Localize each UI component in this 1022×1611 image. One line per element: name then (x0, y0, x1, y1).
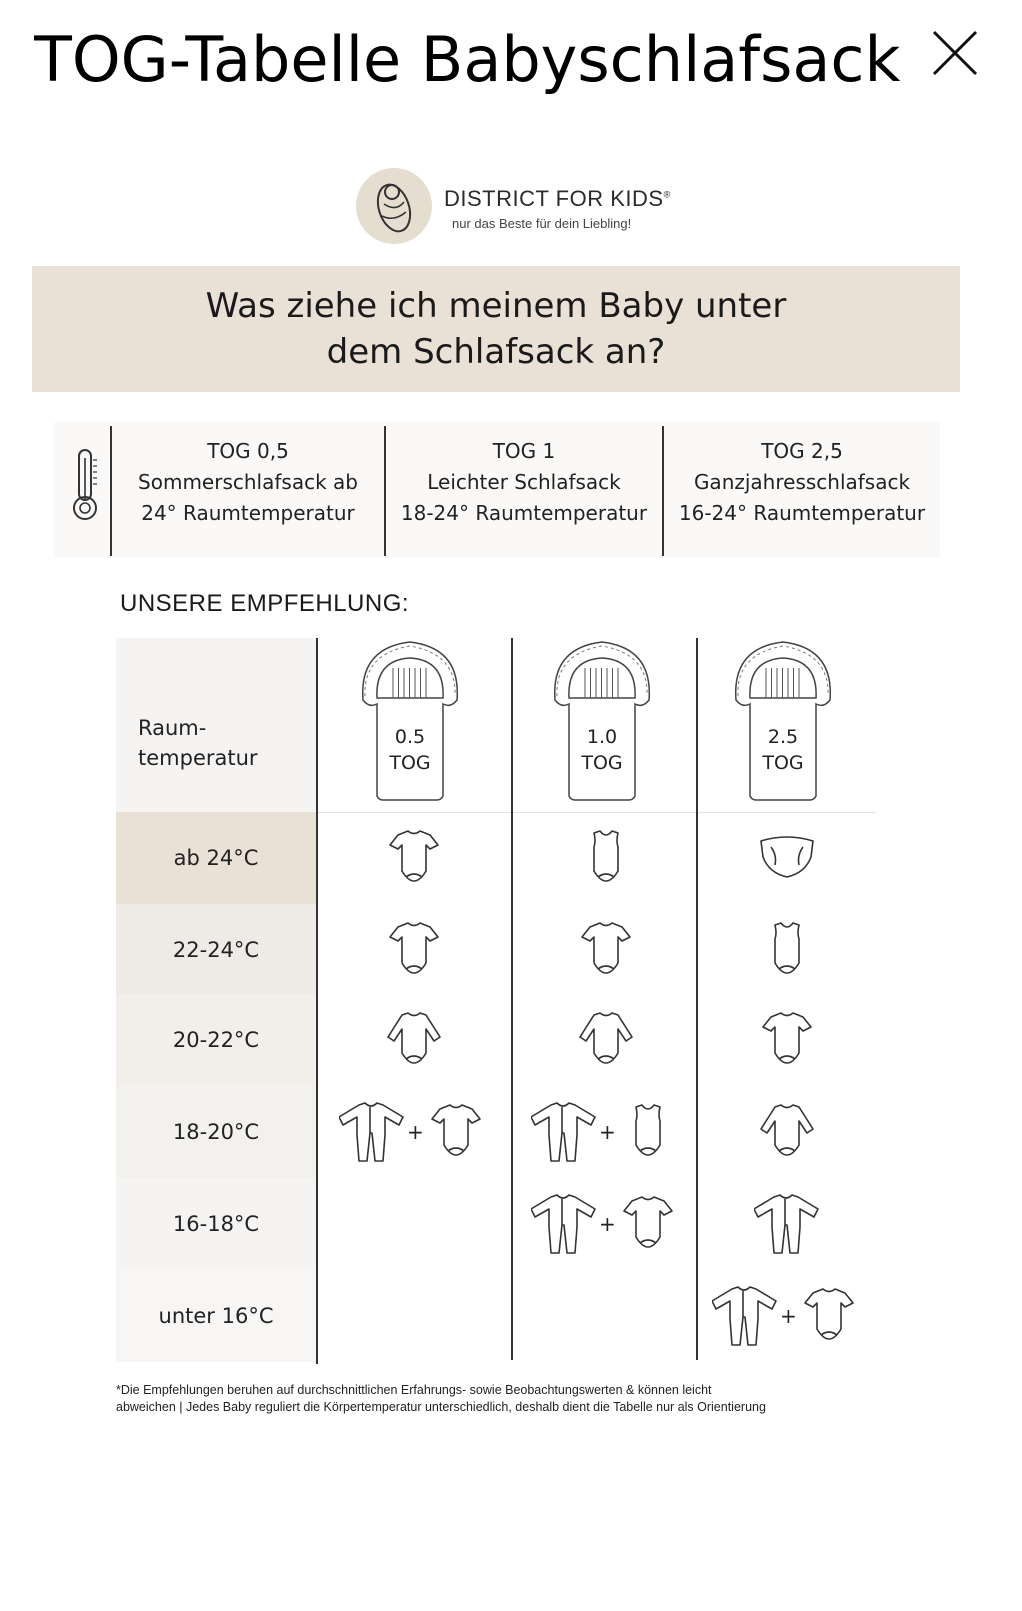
column-divider (511, 638, 513, 1360)
header-separator (316, 812, 876, 813)
sleeping-bag-icon (547, 638, 657, 808)
row-label-temperature: ab 24°C (116, 812, 316, 904)
footnote: *Die Empfehlungen beruhen auf durchschnittlichen Erfahrungs- sowie Beobachtungswerten & können leicht abweichen | Jedes Baby reguliert die Körpertemperatur unterschiedlich, deshalb dient die Tabelle nur als Orientierung (116, 1383, 766, 1414)
brand-header (356, 168, 676, 248)
column-divider (316, 638, 318, 1364)
bodysuit-short-icon (384, 827, 444, 889)
question-text: Was ziehe ich meinem Baby unter dem Schlafsack an? (205, 286, 787, 372)
brand-logo (356, 168, 432, 244)
tog-info-1: TOG 1 Leichter Schlafsack 18-24° Raumtemperatur (400, 439, 648, 525)
close-button[interactable] (928, 26, 982, 80)
bodysuit-short-icon (384, 919, 444, 981)
sleeping-bag-icon (728, 638, 838, 808)
question-banner (32, 266, 960, 392)
row-label-temperature: unter 16°C (116, 1270, 316, 1362)
brand-tagline: nur das Beste für dein Liebling! (452, 216, 632, 231)
tog-infographic (32, 160, 990, 1460)
romper-icon (531, 1101, 597, 1163)
romper-icon (339, 1101, 405, 1163)
bodysuit-sleeveless-icon (757, 919, 817, 981)
bodysuit-short-icon (757, 1009, 817, 1071)
plus-sign: + (780, 1304, 797, 1328)
sleeping-bag-icon (355, 638, 465, 808)
close-icon (928, 26, 982, 80)
tog-info-strip (54, 422, 940, 558)
row-label-temperature: 16-18°C (116, 1178, 316, 1270)
bodysuit-long-icon (757, 1101, 817, 1163)
romper-icon (754, 1193, 820, 1255)
romper-icon (712, 1285, 778, 1347)
bodysuit-sleeveless-icon (618, 1101, 678, 1163)
row-label-temperature: 18-20°C (116, 1086, 316, 1178)
bodysuit-sleeveless-icon (576, 827, 636, 889)
bodysuit-short-icon (576, 919, 636, 981)
recommendation-title: UNSERE EMPFEHLUNG: (120, 590, 410, 617)
modal-header (0, 0, 1022, 120)
swaddled-baby-icon (356, 168, 432, 244)
tog-info-2-5: TOG 2,5 Ganzjahresschlafsack 16-24° Raumtemperatur (678, 439, 926, 525)
thermometer-icon (68, 448, 102, 524)
bodysuit-short-icon (426, 1101, 486, 1163)
diaper-icon (757, 827, 817, 889)
row-label-temperature: 22-24°C (116, 904, 316, 996)
row-label-temperature: 20-22°C (116, 994, 316, 1086)
sleeping-bag-label: 2.5 TOG (762, 726, 804, 774)
plus-sign: + (599, 1212, 616, 1236)
bodysuit-short-icon (799, 1285, 859, 1347)
romper-icon (531, 1193, 597, 1255)
sleeping-bag-label: 0.5 TOG (389, 726, 431, 774)
modal-title: TOG-Tabelle Babyschlafsack (34, 23, 901, 96)
bodysuit-long-icon (576, 1009, 636, 1071)
recommendation-table (116, 638, 876, 1364)
plus-sign: + (599, 1120, 616, 1144)
bodysuit-short-icon (618, 1193, 678, 1255)
brand-name: DISTRICT FOR KIDS® (444, 186, 671, 211)
bodysuit-long-icon (384, 1009, 444, 1071)
column-divider (696, 638, 698, 1360)
sleeping-bag-label: 1.0 TOG (581, 726, 623, 774)
header-room-temperature: Raum- temperatur (116, 638, 316, 812)
tog-info-0-5: TOG 0,5 Sommerschlafsack ab 24° Raumtemperatur (138, 439, 358, 525)
plus-sign: + (407, 1120, 424, 1144)
